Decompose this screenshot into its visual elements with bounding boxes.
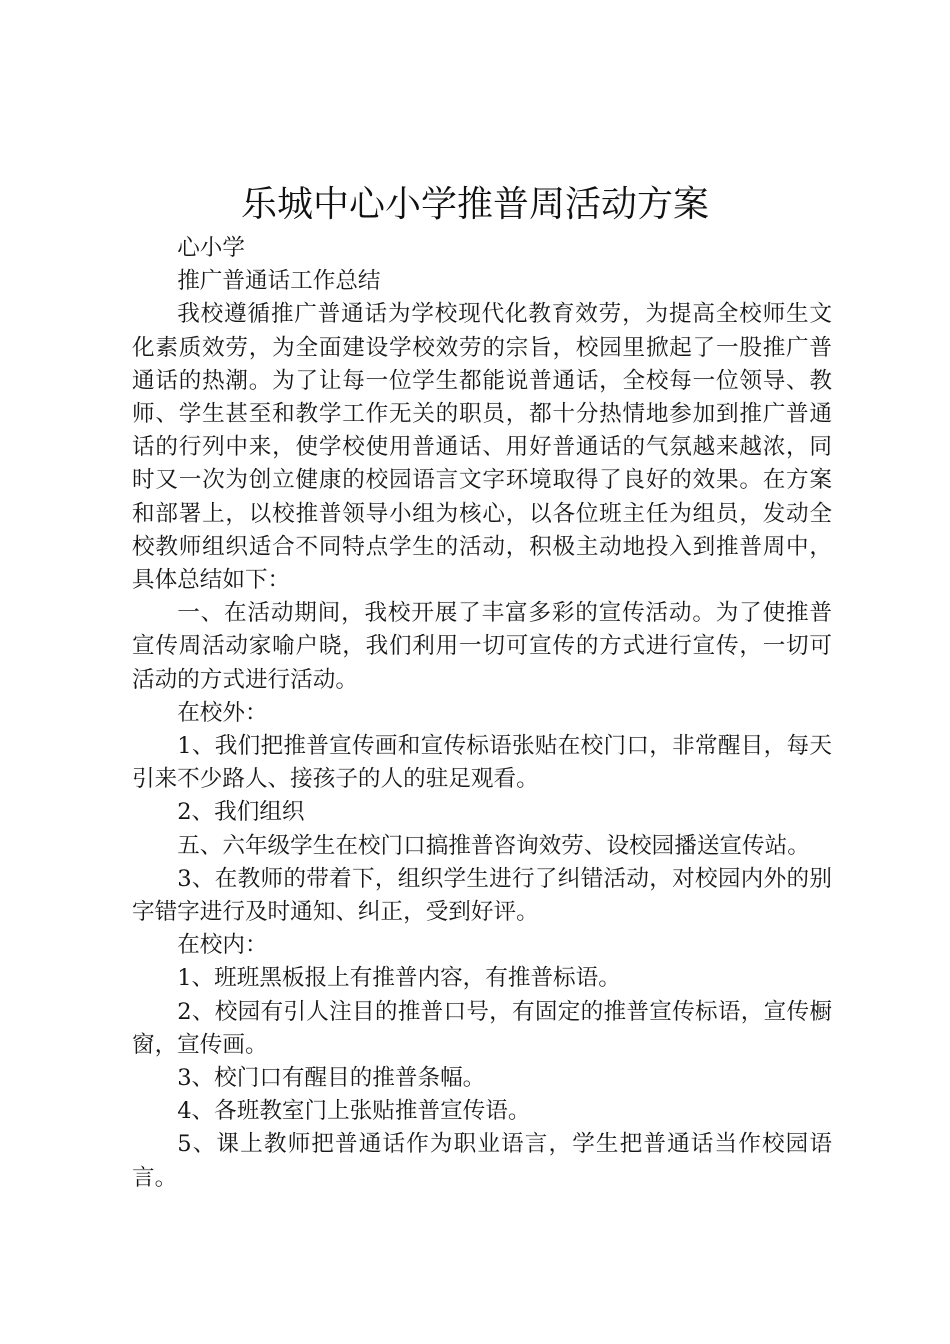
paragraph: 4、各班教室门上张贴推普宣传语。	[177, 1098, 531, 1125]
paragraph: 推广普通话工作总结	[177, 268, 381, 295]
paragraph: 1、班班黑板报上有推普内容，有推普标语。	[177, 965, 621, 992]
paragraph: 在校外：	[177, 699, 268, 726]
document-body	[132, 232, 832, 1195]
paragraph: 1、我们把推普宣传画和宣传标语张贴在校门口，非常醒目，每天引来不少路人、接孩子的人的驻足观看。	[132, 733, 832, 793]
paragraph: 在校内：	[177, 932, 268, 959]
paragraph: 2、我们组织	[177, 799, 305, 826]
paragraph: 3、校门口有醒目的推普条幅。	[177, 1065, 486, 1092]
paragraph: 2、校园有引人注目的推普口号，有固定的推普宣传标语，宣传橱窗，宣传画。	[132, 998, 832, 1058]
paragraph: 3、在教师的带着下，组织学生进行了纠错活动，对校园内外的别字错字进行及时通知、纠正，受到好评。	[132, 865, 832, 926]
paragraph: 我校遵循推广普通话为学校现代化教育效劳，为提高全校师生文化素质效劳，为全面建设学校效劳的宗旨，校园里掀起了一股推广普通话的热潮。为了让每一位学生都能说普通话，全校每一位领导、教师、学生甚至和教学工作无关的职员，都十分热情地参加到推广普通话的行列中来，使学校使用普通话、用好普通话的气氛越来越浓，同时又一次为创立健康的校园语言文字环境取得了良好的效果。在方案和部署上，以校推普领导小组为核心，以各位班主任为组员，发动全校教师组织适合不同特点学生的活动，积极主动地投入到推普周中，具体总结如下：	[132, 301, 832, 594]
paragraph: 5、课上教师把普通话作为职业语言，学生把普通话当作校园语言。	[132, 1131, 832, 1191]
document-title: 乐城中心小学推普周活动方案	[240, 184, 709, 225]
paragraph: 一、在活动期间，我校开展了丰富多彩的宣传活动。为了使推普宣传周活动家喻户晓，我们利用一切可宣传的方式进行宣传，一切可活动的方式进行活动。	[132, 600, 832, 693]
paragraph: 五、六年级学生在校门口搞推普咨询效劳、设校园播送宣传站。	[177, 832, 810, 859]
paragraph: 心小学	[177, 235, 245, 261]
